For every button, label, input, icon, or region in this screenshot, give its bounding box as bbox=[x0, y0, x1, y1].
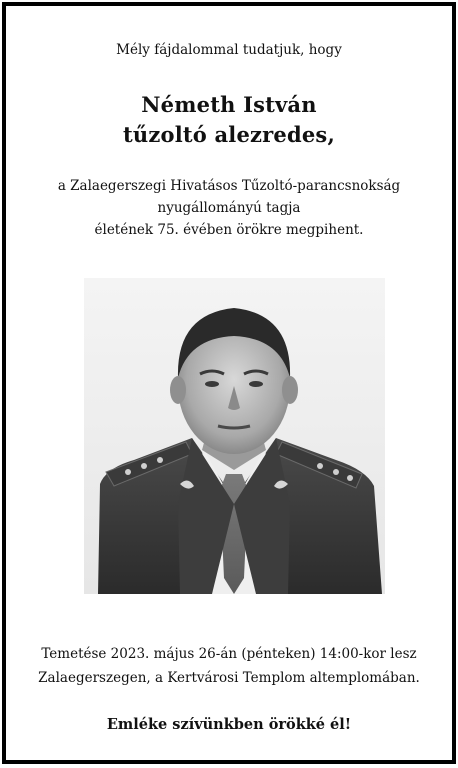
portrait-photo bbox=[84, 278, 385, 594]
age-line: életének 75. évében örökre megpihent. bbox=[94, 222, 364, 238]
funeral-details-line-2: Zalaegerszegen, a Kertvárosi Templom altemplomában. bbox=[38, 670, 420, 686]
memorial-closing-line: Emléke szívünkben örökké él! bbox=[106, 716, 352, 733]
organization-line: a Zalaegerszegi Hivatásos Tűzoltó-parancsnokság bbox=[57, 178, 401, 194]
status-line: nyugállományú tagja bbox=[157, 200, 301, 216]
funeral-details-line-1: Temetése 2023. május 26-án (pénteken) 14:00-kor lesz bbox=[41, 646, 417, 662]
portrait-image bbox=[84, 278, 385, 594]
deceased-rank: tűzoltó alezredes, bbox=[123, 122, 335, 147]
deceased-name: Németh István bbox=[141, 92, 317, 117]
intro-text: Mély fájdalommal tudatjuk, hogy bbox=[116, 42, 342, 58]
obituary-frame bbox=[2, 2, 456, 764]
